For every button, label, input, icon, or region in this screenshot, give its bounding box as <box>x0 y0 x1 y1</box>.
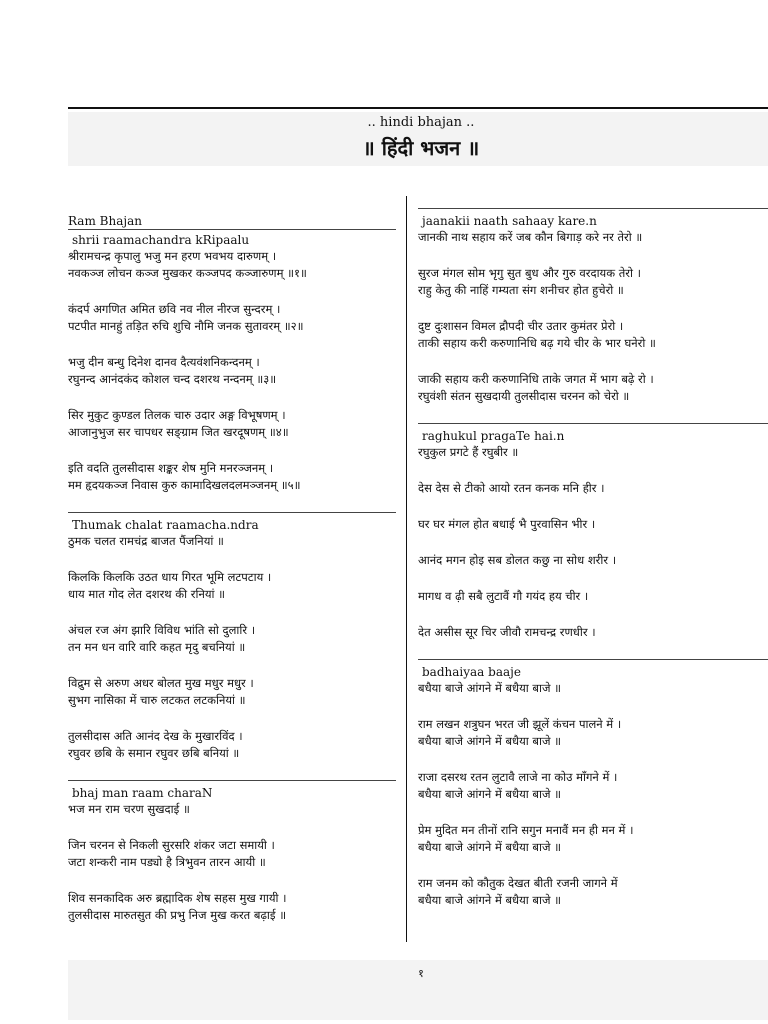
verse-line: बधैया बाजे आंगने में बधैया बाजे ॥ <box>418 840 562 854</box>
bhajan-section <box>68 780 396 924</box>
verse <box>68 622 396 656</box>
verse-line: रघुनन्द आनंदकंद कोशल चन्द दशरथ नन्दनम् ॥३॥ <box>68 372 277 386</box>
verse <box>68 248 396 282</box>
verse-line: राहु केतु की नाहिं गम्यता संग शनीचर होत हुचेरो ॥ <box>418 283 624 297</box>
verse <box>68 460 396 494</box>
header-subtitle: .. hindi bhajan .. <box>367 115 475 130</box>
verse <box>68 301 396 335</box>
verse <box>418 552 768 569</box>
verse-line: रघुवर छबि के समान रघुवर छबि बनियां ॥ <box>68 746 240 760</box>
verse <box>418 265 768 299</box>
verse <box>418 371 768 405</box>
verse-line: आनंद मगन होइ सब डोलत कछु ना सोध शरीर । <box>418 553 617 567</box>
page-footer <box>68 960 768 1020</box>
verse-line: सुभग नासिका में चारु लटकत लटकनियां ॥ <box>68 693 246 707</box>
verse-line: देस देस से टीको आयो रतन कनक मनि हीर । <box>418 481 605 495</box>
verse-line: रघुवंशी संतन सुखदायी तुलसीदास चरनन को चेरो ॥ <box>418 389 630 403</box>
verse-line: ताकी सहाय करी करुणानिधि बढ़ गये चीर के भार घनेरो ॥ <box>418 336 656 350</box>
verse-line: भज मन राम चरण सुखदाई ॥ <box>68 802 190 816</box>
verse-line: प्रेम मुदित मन तीनों रानि सगुन मनावैं मन ही मन में । <box>418 823 634 837</box>
verse-line: राम जनम को कौतुक देखत बीती रजनी जागने में <box>418 876 618 890</box>
left-column <box>68 214 396 924</box>
verse-line: रघुकुल प्रगटे हैं रघुबीर ॥ <box>418 445 519 459</box>
verse <box>418 716 768 750</box>
top-rule <box>68 107 768 109</box>
bhajan-title: raghukul pragaTe hai.n <box>418 423 768 444</box>
verse-line: बधैया बाजे आंगने में बधैया बाजे ॥ <box>418 787 562 801</box>
verse-line: देत असीस सूर चिर जीवौ रामचन्द्र रणधीर । <box>418 625 596 639</box>
verse-line: मागध व ढ़ी सबै लुटावैं गौ गयंद हय चीर । <box>418 589 589 603</box>
verse-line: आजानुभुज सर चापधर सङ्ग्राम जित खरदूषणम् ॥४॥ <box>68 425 289 439</box>
verse <box>418 444 768 461</box>
bhajan-section <box>418 423 768 641</box>
verse-line: इति वदति तुलसीदास शङ्कर शेष मुनि मनरञ्जनम् । <box>68 461 274 475</box>
verse-line: जाकी सहाय करी करुणानिधि ताके जगत में भाग बढ़े रो । <box>418 372 654 386</box>
verse-line: अंचल रज अंग झारि विविध भांति सो दुलारि । <box>68 623 256 637</box>
bhajan-title: badhaiyaa baaje <box>418 659 768 680</box>
verse-line: बधैया बाजे आंगने में बधैया बाजे ॥ <box>418 681 562 695</box>
verse-line: जिन चरनन से निकली सुरसरि शंकर जटा समायी । <box>68 838 275 852</box>
bhajan-title: Thumak chalat raamacha.ndra <box>68 512 396 533</box>
verse <box>418 769 768 803</box>
verse <box>68 407 396 441</box>
verse-line: बधैया बाजे आंगने में बधैया बाजे ॥ <box>418 893 562 907</box>
page-title: ॥ हिंदी भजन ॥ <box>362 136 480 160</box>
verse-line: तुलसीदास मारुतसुत की प्रभु निज मुख करत बढ़ाई ॥ <box>68 908 287 922</box>
verse-line: कंदर्प अगणित अमित छवि नव नील नीरज सुन्दरम् । <box>68 302 281 316</box>
verse-line: सुरज मंगल सोम भृगु सुत बुध और गुरु वरदायक तेरो । <box>418 266 641 280</box>
verse <box>418 822 768 856</box>
verse-line: किलकि किलकि उठत धाय गिरत भूमि लटपटाय । <box>68 570 272 584</box>
bhajan-title: shrii raamachandra kRipaalu <box>72 233 250 247</box>
verse-line: पटपीत मानहुं तड़ित रुचि शुचि नौमि जनक सुतावरम् ॥२॥ <box>68 319 304 333</box>
verse <box>68 533 396 550</box>
verse-line: घर घर मंगल होत बधाई भै पुरवासिन भीर । <box>418 517 596 531</box>
verse <box>418 229 768 246</box>
verse <box>418 875 768 909</box>
bhajan-section <box>68 512 396 762</box>
right-column <box>418 208 768 909</box>
verse <box>418 516 768 533</box>
section-category: Ram Bhajan <box>68 214 396 230</box>
verse-line: मम हृदयकञ्ज निवास कुरु कामादिखलदलमञ्जनम् ॥५॥ <box>68 478 301 492</box>
verse-line: दुष्ट दुःशासन विमल द्रौपदी चीर उतार कुमंतर प्रेरो । <box>418 319 624 333</box>
page-number: १ <box>418 967 424 980</box>
bhajan-title: jaanakii naath sahaay kare.n <box>418 208 768 229</box>
bhajan-section <box>418 659 768 909</box>
verse <box>68 728 396 762</box>
verse-line: भजु दीन बन्धु दिनेश दानव दैत्यवंशनिकन्दनम् । <box>68 355 260 369</box>
verse-line: तन मन धन वारि वारि कहत मृदु बचनियां ॥ <box>68 640 246 654</box>
verse-line: राम लखन शत्रुघन भरत जी झूलें कंचन पालने में । <box>418 717 622 731</box>
verse-line: तुलसीदास अति आनंद देख के मुखारविंद । <box>68 729 243 743</box>
verse <box>418 680 768 697</box>
verse-line: जानकी नाथ सहाय करें जब कौन बिगाड़ करे नर तेरो ॥ <box>418 230 643 244</box>
verse <box>418 588 768 605</box>
bhajan-section <box>68 214 396 494</box>
verse-line: बधैया बाजे आंगने में बधैया बाजे ॥ <box>418 734 562 748</box>
verse-line: सिर मुकुट कुण्डल तिलक चारु उदार अङ्ग विभूषणम् । <box>68 408 286 422</box>
verse-line: शिव सनकादिक अरु ब्रह्मादिक शेष सहस मुख गायी । <box>68 891 287 905</box>
verse-line: नवकञ्ज लोचन कञ्ज मुखकर कञ्जपद कञ्जारुणम् ॥१॥ <box>68 266 307 280</box>
verse <box>68 675 396 709</box>
bhajan-section <box>418 208 768 405</box>
verse <box>68 801 396 818</box>
verse <box>68 837 396 871</box>
verse <box>68 569 396 603</box>
column-divider <box>406 196 407 942</box>
bhajan-title: bhaj man raam charaN <box>68 780 396 801</box>
verse <box>68 354 396 388</box>
verse-line: श्रीरामचन्द्र कृपालु भजु मन हरण भवभय दारुणम् । <box>68 249 277 263</box>
verse <box>418 624 768 641</box>
verse-line: जटा शन्करी नाम पड्यो है त्रिभुवन तारन आयी ॥ <box>68 855 266 869</box>
verse-line: ठुमक चलत रामचंद्र बाजत पैंजनियां ॥ <box>68 534 224 548</box>
verse-line: विद्रुम से अरुण अधर बोलत मुख मधुर मधुर । <box>68 676 254 690</box>
verse <box>418 318 768 352</box>
page-header <box>68 112 768 166</box>
verse-line: धाय मात गोद लेत दशरथ की रनियां ॥ <box>68 587 226 601</box>
verse <box>68 890 396 924</box>
verse <box>418 480 768 497</box>
verse-line: राजा दसरथ रतन लुटावै लाजे ना कोउ माँगने में । <box>418 770 618 784</box>
